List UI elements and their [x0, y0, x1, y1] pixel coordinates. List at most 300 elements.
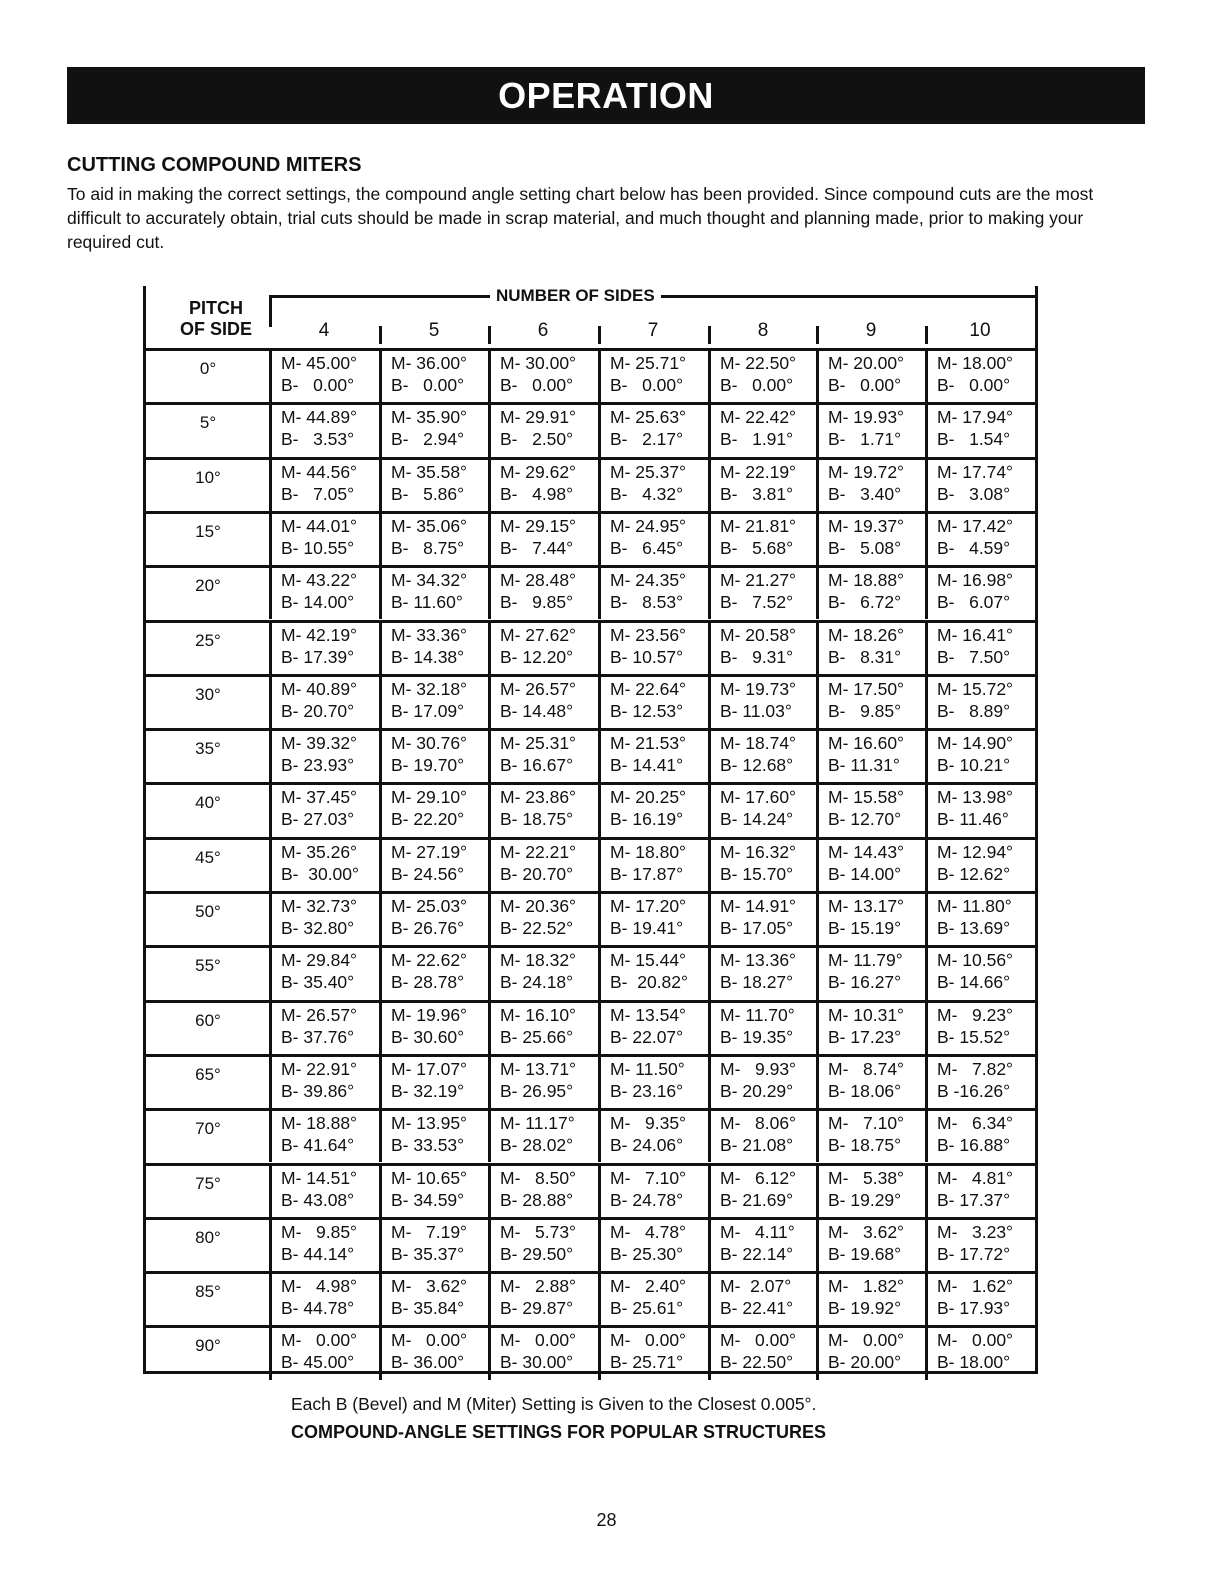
setting-cell [708, 405, 816, 456]
miter-value: M- 17.60° [720, 787, 797, 808]
setting-cell [925, 677, 1038, 728]
miter-value: M- 17.42° [937, 515, 1014, 536]
miter-value: M- 11.70° [720, 1004, 795, 1025]
bevel-value: B- 0.00° [828, 375, 902, 395]
setting-cell [488, 623, 598, 674]
column-header-separator [598, 326, 601, 344]
miter-value: M- 20.36° [500, 896, 577, 916]
miter-value: M- 37.45° [281, 787, 358, 808]
setting-cell [816, 894, 925, 945]
setting-cell [925, 948, 1038, 999]
miter-value: M- 5.73° [500, 1221, 577, 1242]
miter-value: M- 25.37° [610, 461, 687, 482]
setting-cell [379, 894, 488, 945]
column-header-separator [379, 326, 382, 344]
miter-value: M- 22.50° [720, 353, 797, 373]
bevel-value: B- 28.88° [500, 1189, 574, 1210]
setting-cell [708, 1274, 816, 1325]
bevel-value: B- 17.72° [937, 1243, 1011, 1264]
miter-value: M- 16.98° [937, 570, 1014, 591]
setting-cell [488, 1003, 598, 1054]
table-row [143, 1108, 1038, 1162]
bevel-value: B- 1.91° [720, 429, 794, 450]
pitch-value: 15° [195, 521, 221, 541]
bevel-value: B- 18.75° [500, 809, 574, 830]
miter-value: M- 42.19° [281, 624, 358, 645]
miter-value: M- 22.62° [391, 950, 468, 971]
setting-cell [598, 351, 708, 402]
bevel-value: B- 19.29° [828, 1189, 902, 1210]
miter-value: M- 4.78° [610, 1221, 687, 1242]
pitch-value: 20° [195, 576, 221, 596]
miter-value: M- 12.94° [937, 841, 1014, 862]
pitch-value: 55° [195, 956, 221, 976]
pitch-of-side-header [161, 298, 271, 340]
setting-cell [379, 1328, 488, 1379]
miter-value: M- 0.00° [720, 1330, 797, 1351]
miter-value: M- 44.01° [281, 515, 358, 536]
miter-value: M- 35.58° [391, 461, 468, 482]
table-row [143, 837, 1038, 891]
bevel-value: B- 19.92° [828, 1298, 902, 1319]
setting-cell [925, 460, 1038, 511]
bevel-value: B- 0.00° [281, 375, 355, 395]
table-row [143, 782, 1038, 836]
miter-value: M- 13.71° [500, 1058, 577, 1079]
miter-value: M- 35.90° [391, 407, 468, 428]
miter-value: M- 9.23° [937, 1004, 1014, 1025]
setting-cell [269, 677, 379, 728]
setting-cell [708, 894, 816, 945]
bevel-value: B- 17.09° [391, 700, 465, 721]
setting-cell [708, 568, 816, 619]
setting-cell [379, 1111, 488, 1162]
column-header-separator [488, 326, 491, 344]
setting-cell [708, 1220, 816, 1271]
bevel-value: B- 26.76° [391, 918, 465, 938]
bevel-value: B- 34.59° [391, 1189, 465, 1210]
bevel-value: B- 9.85° [500, 592, 574, 613]
setting-cell [379, 460, 488, 511]
pitch-value: 85° [195, 1282, 221, 1302]
miter-value: M- 44.89° [281, 407, 358, 428]
miter-value: M- 27.62° [500, 624, 577, 645]
setting-cell [269, 623, 379, 674]
setting-cell [598, 1328, 708, 1379]
table-row [143, 348, 1038, 402]
miter-value: M- 23.56° [610, 624, 687, 645]
miter-value: M- 0.00° [828, 1330, 905, 1351]
bevel-value: B- 25.61° [610, 1298, 684, 1319]
miter-value: M- 26.57° [281, 1004, 358, 1025]
pitch-value: 45° [195, 847, 221, 867]
bevel-value: B- 8.89° [937, 700, 1011, 721]
setting-cell [488, 568, 598, 619]
miter-value: M- 16.10° [500, 1004, 577, 1025]
table-row [143, 1163, 1038, 1217]
pitch-value: 25° [195, 630, 221, 650]
miter-value: M- 18.88° [281, 1113, 358, 1134]
setting-cell [269, 1003, 379, 1054]
setting-cell [925, 514, 1038, 565]
setting-cell [598, 514, 708, 565]
miter-value: M- 29.84° [281, 950, 358, 971]
bevel-value: B- 17.93° [937, 1298, 1011, 1319]
bevel-value: B- 6.07° [937, 592, 1011, 613]
miter-value: M- 13.36° [720, 950, 797, 971]
miter-value: M- 20.58° [720, 624, 797, 645]
bevel-value: B- 4.59° [937, 537, 1011, 558]
miter-value: M- 11.80° [937, 896, 1012, 916]
bevel-value: B- 35.84° [391, 1298, 465, 1319]
setting-cell [708, 1057, 816, 1108]
miter-value: M- 30.76° [391, 733, 468, 754]
setting-cell [598, 677, 708, 728]
miter-value: M- 3.62° [828, 1221, 905, 1242]
bevel-value: B- 11.31° [828, 755, 900, 776]
bevel-value: B- 8.31° [828, 646, 902, 667]
column-header-separator [925, 326, 928, 344]
bevel-value: B- 23.16° [610, 1080, 684, 1101]
miter-value: M- 14.91° [720, 896, 797, 916]
miter-value: M- 10.31° [828, 1004, 905, 1025]
pitch-value: 70° [195, 1119, 221, 1139]
miter-value: M- 29.91° [500, 407, 577, 428]
bevel-value: B- 37.76° [281, 1026, 355, 1047]
setting-cell [598, 568, 708, 619]
setting-cell [598, 948, 708, 999]
bevel-value: B- 16.19° [610, 809, 684, 830]
setting-cell [379, 948, 488, 999]
bevel-value: B- 24.18° [500, 972, 574, 993]
miter-value: M- 4.81° [937, 1167, 1014, 1188]
miter-value: M- 11.79° [828, 950, 903, 971]
miter-value: M- 7.19° [391, 1221, 468, 1242]
bevel-value: B- 23.93° [281, 755, 355, 776]
miter-value: M- 16.32° [720, 841, 797, 862]
miter-value: M- 5.38° [828, 1167, 905, 1188]
miter-value: M- 29.15° [500, 515, 577, 536]
setting-cell [816, 1003, 925, 1054]
miter-value: M- 18.80° [610, 841, 687, 862]
bevel-value: B- 15.52° [937, 1026, 1011, 1047]
setting-cell [816, 948, 925, 999]
setting-cell [816, 677, 925, 728]
miter-value: M- 24.95° [610, 515, 687, 536]
setting-cell [379, 785, 488, 836]
setting-cell [598, 785, 708, 836]
bevel-value: B- 14.24° [720, 809, 794, 830]
bevel-value: B- 14.38° [391, 646, 465, 667]
miter-value: M- 14.43° [828, 841, 905, 862]
setting-cell [598, 840, 708, 891]
setting-cell [925, 1220, 1038, 1271]
bevel-value: B- 27.03° [281, 809, 355, 830]
pitch-value: 50° [195, 902, 221, 921]
bevel-value: B- 22.52° [500, 918, 574, 938]
bevel-value: B- 21.69° [720, 1189, 794, 1210]
miter-value: M- 14.90° [937, 733, 1014, 754]
setting-cell [816, 623, 925, 674]
pitch-value: 0° [199, 359, 217, 378]
miter-value: M- 8.50° [500, 1167, 577, 1188]
column-header-9: 9 [865, 320, 877, 341]
bevel-value: B- 4.32° [610, 483, 684, 504]
setting-cell [379, 351, 488, 402]
miter-value: M- 0.00° [281, 1330, 358, 1351]
bevel-value: B- 32.19° [391, 1080, 465, 1101]
miter-value: M- 20.00° [828, 353, 905, 373]
miter-value: M- 19.96° [391, 1004, 468, 1025]
setting-cell [708, 623, 816, 674]
footnote: Each B (Bevel) and M (Miter) Setting is Given to the Closest 0.005°. [291, 1394, 817, 1414]
bevel-value: B- 28.78° [391, 972, 465, 993]
setting-cell [269, 785, 379, 836]
miter-value: M- 19.93° [828, 407, 905, 428]
setting-cell [708, 785, 816, 836]
column-header-5: 5 [428, 320, 440, 341]
miter-value: M- 18.74° [720, 733, 797, 754]
bevel-value: B- 45.00° [281, 1352, 355, 1373]
bevel-value: B- 10.55° [281, 537, 355, 558]
bevel-value: B- 24.06° [610, 1135, 684, 1156]
miter-value: M- 6.34° [937, 1113, 1014, 1134]
bevel-value: B- 12.62° [937, 863, 1011, 884]
miter-value: M- 45.00° [281, 353, 358, 373]
setting-cell [925, 731, 1038, 782]
miter-value: M- 3.23° [937, 1221, 1014, 1242]
setting-cell [598, 894, 708, 945]
setting-cell [379, 514, 488, 565]
miter-value: M- 9.85° [281, 1221, 358, 1242]
setting-cell [488, 351, 598, 402]
bevel-value: B- 41.64° [281, 1135, 355, 1156]
bevel-value: B- 15.19° [828, 918, 902, 938]
setting-cell [816, 568, 925, 619]
setting-cell [925, 1111, 1038, 1162]
setting-cell [269, 948, 379, 999]
bevel-value: B- 4.98° [500, 483, 574, 504]
setting-cell [379, 623, 488, 674]
table-row [143, 674, 1038, 728]
miter-value: M- 7.10° [610, 1167, 687, 1188]
bevel-value: B- 16.88° [937, 1135, 1011, 1156]
table-row [143, 1000, 1038, 1054]
bevel-value: B- 18.00° [937, 1352, 1011, 1373]
bevel-value: B- 29.50° [500, 1243, 574, 1264]
setting-cell [925, 623, 1038, 674]
miter-value: M- 8.74° [828, 1058, 905, 1079]
setting-cell [925, 1057, 1038, 1108]
setting-cell [488, 731, 598, 782]
bevel-value: B- 14.66° [937, 972, 1011, 993]
bevel-value: B- 5.08° [828, 537, 902, 558]
bevel-value: B- 44.14° [281, 1243, 355, 1264]
miter-value: M- 10.56° [937, 950, 1014, 971]
bevel-value: B- 22.41° [720, 1298, 794, 1319]
setting-cell [379, 1003, 488, 1054]
setting-cell [925, 351, 1038, 402]
setting-cell [379, 1274, 488, 1325]
pitch-value: 65° [195, 1064, 221, 1084]
bevel-value: B- 13.69° [937, 918, 1011, 938]
miter-value: M- 0.00° [610, 1330, 687, 1351]
setting-cell [598, 1111, 708, 1162]
miter-value: M- 4.98° [281, 1276, 358, 1297]
table-row [143, 1054, 1038, 1108]
miter-value: M- 18.88° [828, 570, 905, 591]
setting-cell [598, 405, 708, 456]
miter-value: M- 25.03° [391, 896, 468, 916]
bevel-value: B- 21.08° [720, 1135, 794, 1156]
miter-value: M- 13.17° [828, 896, 905, 916]
setting-cell [816, 405, 925, 456]
miter-value: M- 44.56° [281, 461, 358, 482]
bevel-value: B- 35.40° [281, 972, 355, 993]
bevel-value: B- 44.78° [281, 1298, 355, 1319]
bevel-value: B- 8.75° [391, 537, 465, 558]
miter-value: M- 16.60° [828, 733, 905, 754]
setting-cell [269, 731, 379, 782]
bevel-value: B- 11.60° [391, 592, 463, 613]
setting-cell [925, 840, 1038, 891]
miter-value: M- 25.31° [500, 733, 577, 754]
setting-cell [269, 1111, 379, 1162]
miter-value: M- 17.94° [937, 407, 1014, 428]
miter-value: M- 39.32° [281, 733, 358, 754]
bevel-value: B- 1.71° [828, 429, 902, 450]
bevel-value: B- 8.53° [610, 592, 684, 613]
miter-value: M- 0.00° [391, 1330, 468, 1351]
miter-value: M- 17.50° [828, 678, 905, 699]
bevel-value: B- 24.78° [610, 1189, 684, 1210]
pitch-value: 5° [199, 413, 217, 433]
setting-cell [488, 1166, 598, 1217]
section-title: CUTTING COMPOUND MITERS [67, 154, 362, 176]
setting-cell [708, 514, 816, 565]
miter-value: M- 7.10° [828, 1113, 905, 1134]
miter-value: M- 13.54° [610, 1004, 687, 1025]
miter-value: M- 18.32° [500, 950, 577, 971]
bevel-value: B- 7.52° [720, 592, 794, 613]
bevel-value: B- 20.29° [720, 1080, 794, 1101]
setting-cell [269, 405, 379, 456]
pitch-value: 10° [195, 467, 221, 487]
table-row [143, 511, 1038, 565]
bevel-value: B- 19.35° [720, 1026, 794, 1047]
bevel-value: B- 5.68° [720, 537, 794, 558]
setting-cell [708, 1328, 816, 1379]
setting-cell [598, 460, 708, 511]
bevel-value: B- 7.50° [937, 646, 1011, 667]
miter-value: M- 16.41° [937, 624, 1014, 645]
bevel-value: B- 17.05° [720, 918, 794, 938]
bevel-value: B- 0.00° [937, 375, 1011, 395]
setting-cell [816, 731, 925, 782]
setting-cell [488, 948, 598, 999]
pitch-header-line1: PITCH [189, 298, 243, 318]
bevel-value: B- 33.53° [391, 1135, 465, 1156]
bevel-value: B- 20.70° [500, 863, 574, 884]
bevel-value: B- 28.02° [500, 1135, 574, 1156]
bevel-value: B- 2.94° [391, 429, 465, 450]
setting-cell [488, 1111, 598, 1162]
miter-value: M- 33.36° [391, 624, 468, 645]
bevel-value: B- 3.40° [828, 483, 902, 504]
bevel-value: B- 0.00° [720, 375, 794, 395]
miter-value: M- 3.62° [391, 1276, 468, 1297]
setting-cell [488, 840, 598, 891]
bevel-value: B- 43.08° [281, 1189, 355, 1210]
miter-value: M- 22.19° [720, 461, 797, 482]
bevel-value: B- 3.08° [937, 483, 1011, 504]
setting-cell [269, 1166, 379, 1217]
setting-cell [488, 405, 598, 456]
bevel-value: B- 19.68° [828, 1243, 902, 1264]
miter-value: M- 22.42° [720, 407, 797, 428]
miter-value: M- 2.88° [500, 1276, 577, 1297]
table-row [143, 891, 1038, 945]
miter-value: M- 10.65° [391, 1167, 468, 1188]
bevel-value: B- 0.00° [391, 375, 465, 395]
miter-value: M- 14.51° [281, 1167, 358, 1188]
bevel-value: B- 12.53° [610, 700, 684, 721]
setting-cell [598, 1274, 708, 1325]
table-row [143, 728, 1038, 782]
pitch-value: 75° [195, 1173, 221, 1193]
setting-cell [488, 785, 598, 836]
bevel-value: B- 2.50° [500, 429, 574, 450]
bevel-value: B- 15.70° [720, 863, 794, 884]
miter-value: M- 26.57° [500, 678, 577, 699]
bevel-value: B- 26.95° [500, 1080, 574, 1101]
bevel-value: B- 16.67° [500, 755, 574, 776]
column-header-8: 8 [757, 320, 769, 341]
column-header-10: 10 [969, 320, 991, 341]
miter-value: M- 35.06° [391, 515, 468, 536]
setting-cell [925, 785, 1038, 836]
setting-cell [269, 894, 379, 945]
setting-cell [816, 1220, 925, 1271]
bevel-value: B- 25.71° [610, 1352, 684, 1373]
setting-cell [269, 840, 379, 891]
setting-cell [708, 351, 816, 402]
miter-value: M- 2.07° [720, 1276, 792, 1297]
miter-value: M- 9.93° [720, 1058, 797, 1079]
pitch-value: 35° [195, 739, 221, 759]
bevel-value: B- 29.87° [500, 1298, 574, 1319]
bevel-value: B- 0.00° [610, 375, 684, 395]
setting-cell [488, 1274, 598, 1325]
miter-value: M- 21.53° [610, 733, 687, 754]
setting-cell [598, 1003, 708, 1054]
setting-cell [708, 677, 816, 728]
setting-cell [488, 1057, 598, 1108]
bevel-value: B- 36.00° [391, 1352, 465, 1373]
miter-value: M- 23.86° [500, 787, 577, 808]
setting-cell [925, 1003, 1038, 1054]
setting-cell [708, 948, 816, 999]
section-banner: OPERATION [67, 67, 1145, 124]
table-caption: COMPOUND-ANGLE SETTINGS FOR POPULAR STRUCTURES [291, 1422, 827, 1442]
miter-value: M- 29.62° [500, 461, 577, 482]
bevel-value: B -16.26° [937, 1080, 1011, 1101]
bevel-value: B- 12.70° [828, 809, 902, 830]
setting-cell [708, 731, 816, 782]
setting-cell [488, 514, 598, 565]
setting-cell [488, 1220, 598, 1271]
setting-cell [816, 1057, 925, 1108]
